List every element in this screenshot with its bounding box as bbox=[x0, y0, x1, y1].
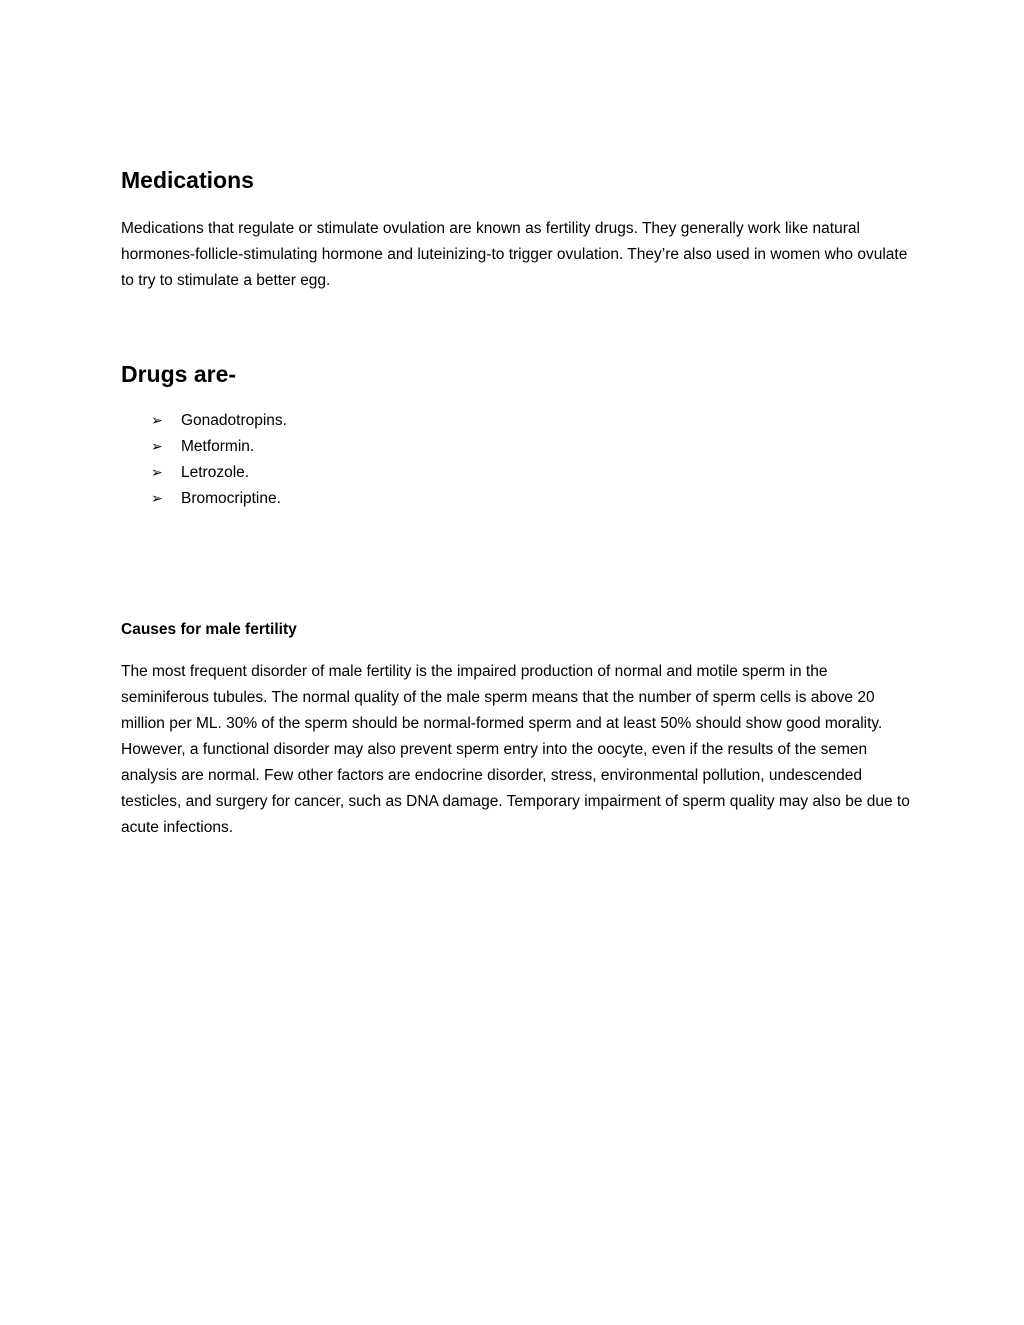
drug-list bbox=[121, 408, 911, 512]
list-item-label: Bromocriptine. bbox=[181, 490, 281, 507]
arrowhead-bullet-icon: ➢ bbox=[151, 465, 163, 481]
list-item bbox=[151, 408, 911, 434]
list-item-label: Gonadotropins. bbox=[181, 412, 287, 429]
arrowhead-bullet-icon: ➢ bbox=[151, 413, 163, 429]
medications-paragraph: Medications that regulate or stimulate ovulation are known as fertility drugs. They generally work like natural hormones-follicle-stimulating hormone and luteinizing-to trigger ovulation. They’re also used in women who ovulate to try to stimulate a better egg. bbox=[121, 220, 908, 289]
arrowhead-bullet-icon: ➢ bbox=[151, 491, 163, 507]
list-item-label: Metformin. bbox=[181, 438, 255, 455]
drugs-heading: Drugs are- bbox=[121, 361, 237, 387]
male-fertility-paragraph: The most frequent disorder of male fertility is the impaired production of normal and motile sperm in the seminiferous tubules. The normal quality of the male sperm means that the number of sperm cells is above 20 million per ML. 30% of the sperm should be normal-formed sperm and at least 50% should show good morality. However, a functional disorder may also prevent sperm entry into the oocyte, even if the results of the semen analysis are normal. Few other factors are endocrine disorder, stress, environmental pollution, undescended testicles, and surgery for cancer, such as DNA damage. Temporary impairment of sperm quality may also be due to acute infections. bbox=[121, 663, 910, 836]
list-item-label: Letrozole. bbox=[181, 464, 250, 481]
male-fertility-heading: Causes for male fertility bbox=[121, 621, 297, 638]
arrowhead-bullet-icon: ➢ bbox=[151, 439, 163, 455]
list-item bbox=[151, 434, 911, 460]
page-content bbox=[121, 164, 911, 841]
list-item bbox=[151, 486, 911, 512]
list-item bbox=[151, 460, 911, 486]
medications-heading: Medications bbox=[121, 167, 254, 193]
